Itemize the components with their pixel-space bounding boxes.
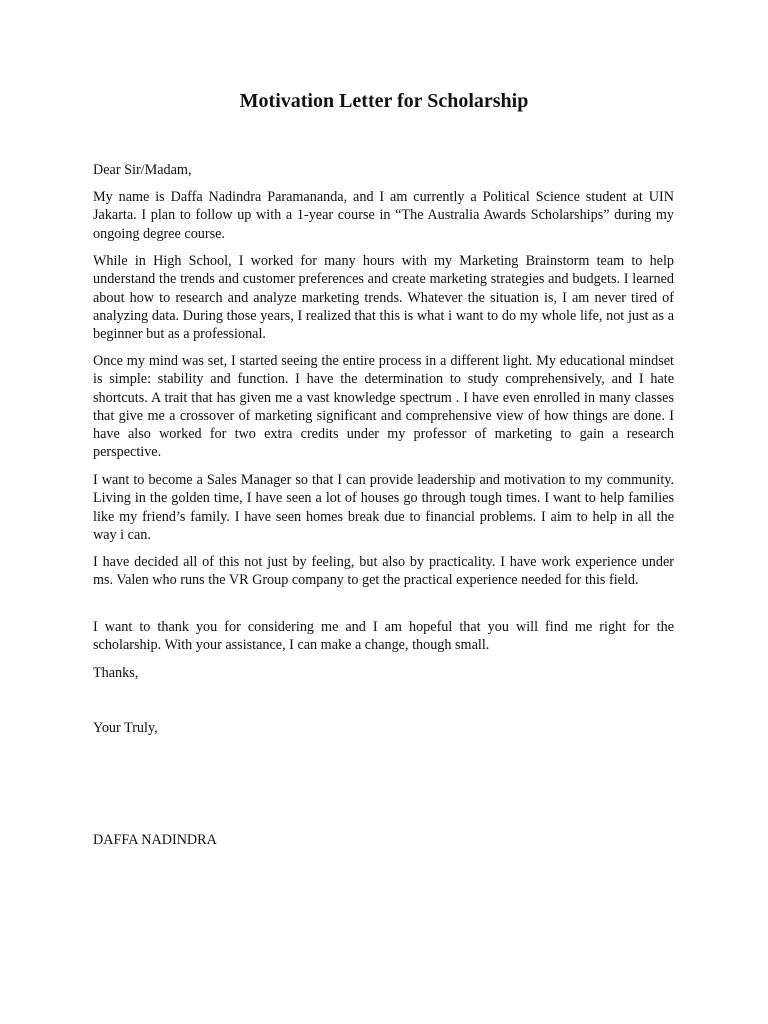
paragraph-experience: I have decided all of this not just by feeling, but also by practicality. I have work experience under ms. Valen who runs the VR Group company to get the practical experience needed for this field.	[93, 554, 674, 589]
paragraph-high-school: While in High School, I worked for many hours with my Marketing Brainstorm team to help understand the trends and customer preferences and create marketing strategies and budgets. I learned about how to research and analyze marketing trends. Whatever the situation is, I am never tired of analyzing data. During those years, I realized that this is what i want to do my whole life, not just as a beginner but as a professional.	[93, 253, 674, 343]
paragraph-gratitude: I want to thank you for considering me and I am hopeful that you will find me right for the scholarship. With your assistance, I can make a change, though small.	[93, 619, 674, 654]
paragraph-introduction: My name is Daffa Nadindra Paramananda, and I am currently a Political Science student at UIN Jakarta. I plan to follow up with a 1-year course in “The Australia Awards Scholarships” during my ongoing degree course.	[93, 189, 674, 242]
signature-name: DAFFA NADINDRA	[93, 832, 217, 848]
letter-title: Motivation Letter for Scholarship	[239, 90, 529, 112]
paragraph-mindset: Once my mind was set, I started seeing the entire process in a different light. My educational mindset is simple: stability and function. I have the determination to study comprehensively, and I hate shortcuts. A trait that has given me a vast knowledge spectrum . I have even enrolled in many classes that give me a crossover of marketing significant and comprehensive view of how things are done. I have also worked for two extra credits under my professor of marketing to gain a research perspective.	[93, 353, 674, 461]
paragraph-career-goal: I want to become a Sales Manager so that I can provide leadership and motivation to my community. Living in the golden time, I have seen a lot of houses go through tough times. I want to help families like my friend’s family. I have seen homes break due to financial problems. I aim to help in all the way i can.	[93, 472, 674, 543]
thanks-line: Thanks,	[93, 665, 139, 681]
closing-line: Your Truly,	[93, 720, 158, 736]
salutation: Dear Sir/Madam,	[93, 162, 192, 178]
